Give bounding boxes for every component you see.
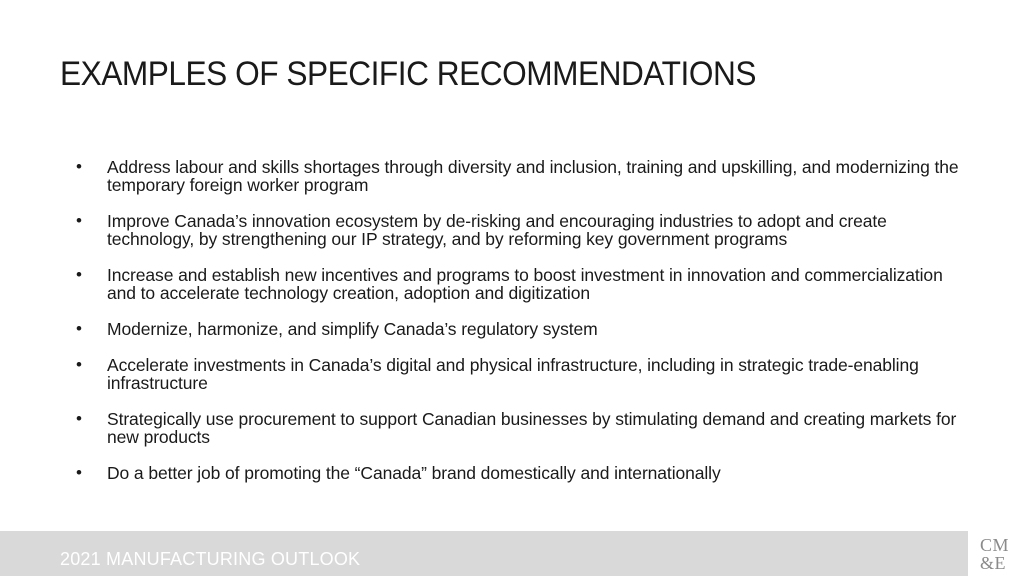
list-item xyxy=(76,266,966,302)
list-item-text: Increase and establish new incentives and programs to boost investment in innovation and commercialization and to accelerate technology creation, adoption and digitization xyxy=(107,265,943,303)
recommendations-list xyxy=(76,158,966,500)
bullet-icon: • xyxy=(76,265,82,284)
bullet-icon: • xyxy=(76,319,82,338)
list-item-text: Improve Canada’s innovation ecosystem by de-risking and encouraging industries to adopt and create technology, by strengthening our IP strategy, and by reforming key government programs xyxy=(107,211,887,249)
slide-title: EXAMPLES OF SPECIFIC RECOMMENDATIONS xyxy=(60,55,756,93)
list-item xyxy=(76,410,966,446)
bullet-icon: • xyxy=(76,355,82,374)
list-item xyxy=(76,212,966,248)
list-item xyxy=(76,464,966,482)
list-item xyxy=(76,158,966,194)
logo-line-bottom: &E xyxy=(980,553,1006,573)
list-item xyxy=(76,356,966,392)
footer-title: 2021 MANUFACTURING OUTLOOK xyxy=(60,549,361,569)
bullet-icon: • xyxy=(76,463,82,482)
list-item-text: Modernize, harmonize, and simplify Canada’s regulatory system xyxy=(107,319,598,339)
bullet-icon: • xyxy=(76,409,82,428)
list-item-text: Accelerate investments in Canada’s digital and physical infrastructure, including in strategic trade-enabling infrastructure xyxy=(107,355,919,393)
footer-bar xyxy=(0,531,968,576)
bullet-icon: • xyxy=(76,211,82,230)
list-item xyxy=(76,320,966,338)
list-item-text: Strategically use procurement to support Canadian businesses by stimulating demand and creating markets for new products xyxy=(107,409,957,447)
list-item-text: Address labour and skills shortages through diversity and inclusion, training and upskilling, and modernizing the temporary foreign worker program xyxy=(107,157,959,195)
bullet-icon: • xyxy=(76,157,82,176)
cme-logo xyxy=(974,531,1024,576)
list-item-text: Do a better job of promoting the “Canada” brand domestically and internationally xyxy=(107,463,721,483)
logo-line-top: CM xyxy=(980,535,1010,555)
